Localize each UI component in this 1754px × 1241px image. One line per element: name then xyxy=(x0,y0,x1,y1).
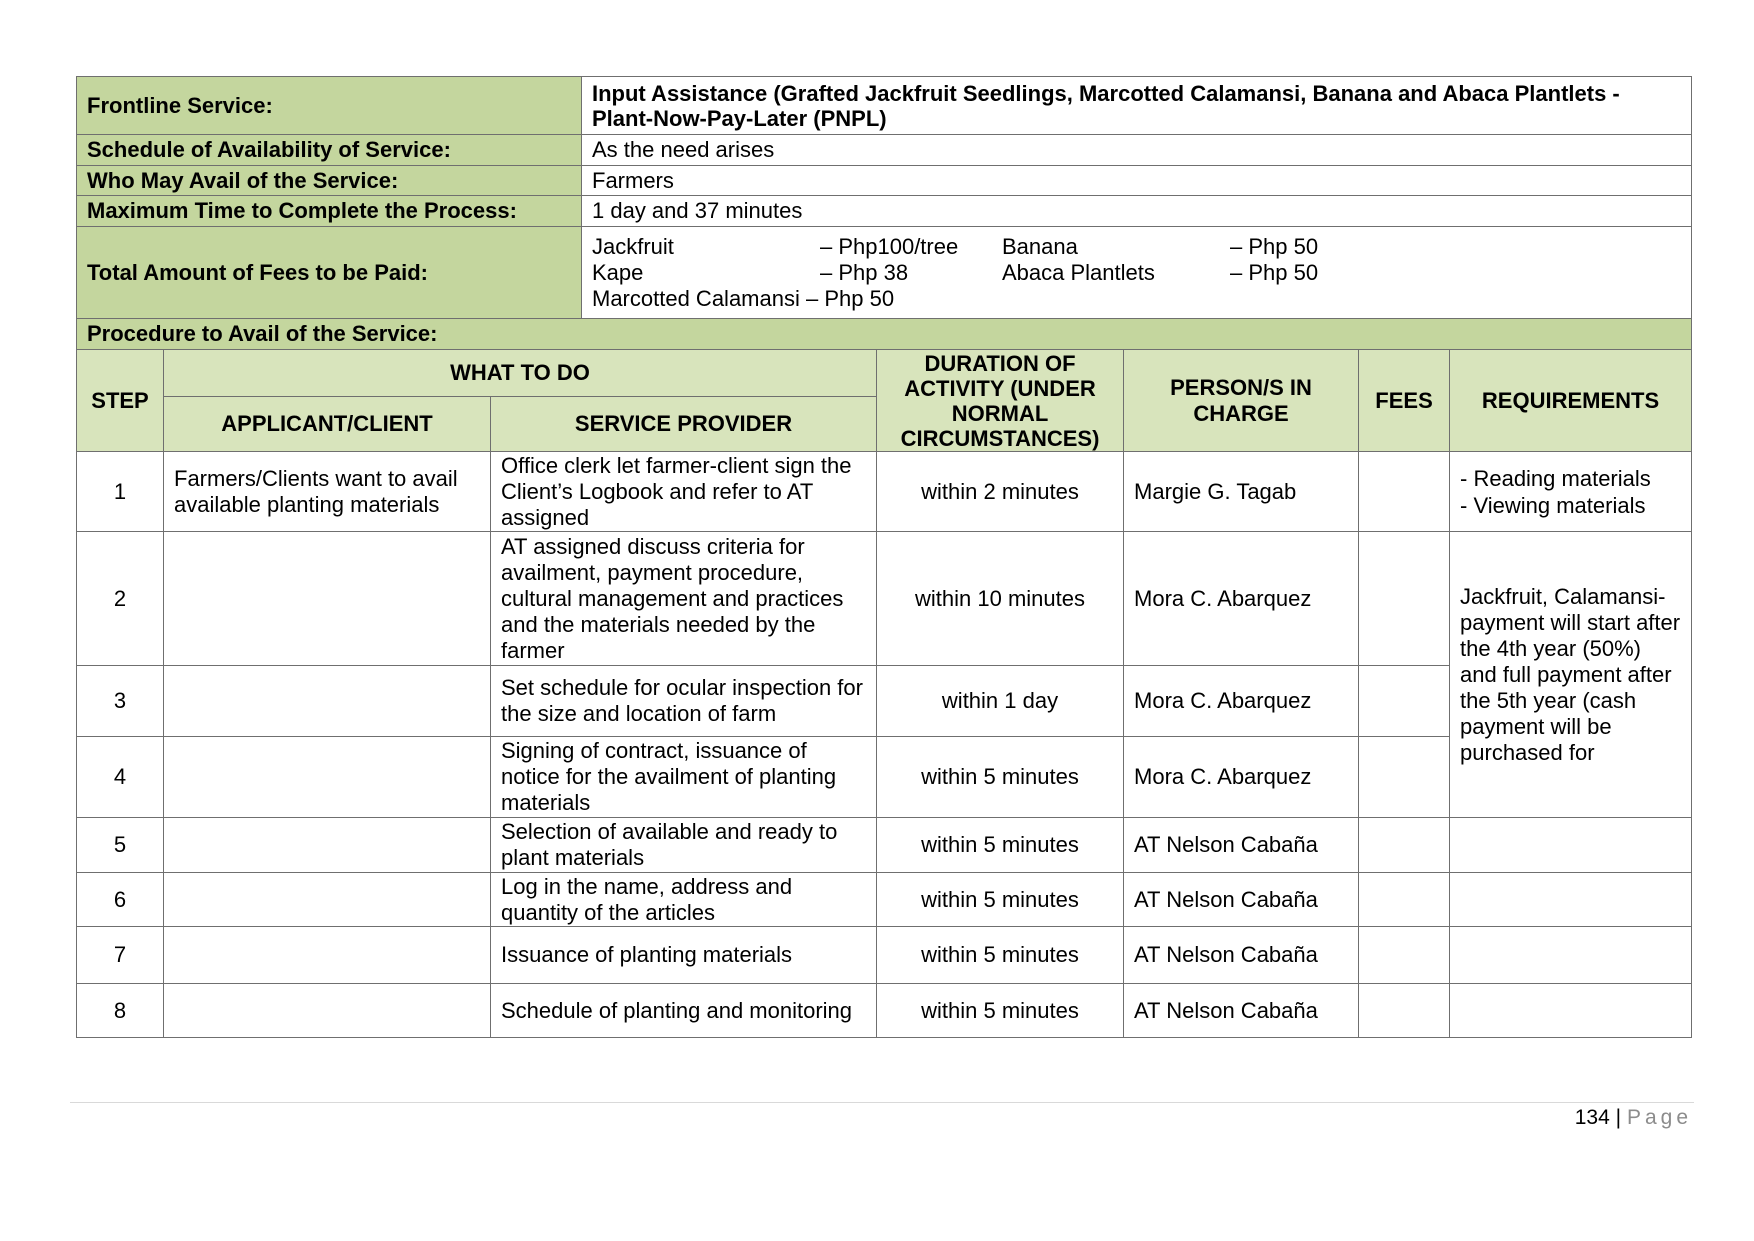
page-separator: | xyxy=(1615,1106,1622,1129)
fees xyxy=(1359,873,1450,927)
applicant-action xyxy=(164,737,491,818)
fees xyxy=(1359,452,1450,532)
person-in-charge: AT Nelson Cabaña xyxy=(1124,927,1359,984)
duration: within 5 minutes xyxy=(877,984,1124,1038)
header-person-in-charge: PERSON/S IN CHARGE xyxy=(1124,350,1359,452)
person-in-charge: AT Nelson Cabaña xyxy=(1124,818,1359,873)
table-row xyxy=(77,984,1692,1038)
requirements xyxy=(1450,818,1692,873)
requirements xyxy=(1450,873,1692,927)
provider-action: Issuance of planting materials xyxy=(491,927,877,984)
duration: within 10 minutes xyxy=(877,532,1124,666)
fee-item-name: Banana xyxy=(1002,233,1078,259)
step-number: 1 xyxy=(77,452,164,532)
applicant-action: Farmers/Clients want to avail available planting materials xyxy=(164,452,491,532)
header-fees: FEES xyxy=(1359,350,1450,452)
page-number: 134 xyxy=(1574,1106,1610,1129)
table-row xyxy=(77,452,1692,532)
table-row xyxy=(77,927,1692,984)
step-number: 4 xyxy=(77,737,164,818)
frontline-service-label: Frontline Service: xyxy=(77,77,582,135)
requirements xyxy=(1450,984,1692,1038)
requirement-item: - Viewing materials xyxy=(1460,492,1646,518)
person-in-charge: Mora C. Abarquez xyxy=(1124,666,1359,737)
provider-action: Log in the name, address and quantity of the articles xyxy=(491,873,877,927)
fee-item-name: Kape xyxy=(592,259,644,285)
max-time-label: Maximum Time to Complete the Process: xyxy=(77,196,582,227)
fee-item-price: – Php 50 xyxy=(1230,233,1319,259)
schedule-label: Schedule of Availability of Service: xyxy=(77,135,582,166)
fee-item-name: Abaca Plantlets xyxy=(1002,259,1155,285)
header-applicant-client: APPLICANT/CLIENT xyxy=(164,397,491,452)
fee-item-name: Jackfruit xyxy=(592,233,674,259)
fee-item-price: – Php 38 xyxy=(820,259,909,285)
provider-action: Schedule of planting and monitoring xyxy=(491,984,877,1038)
requirements-payment-terms: Jackfruit, Calamansi- payment will start after the 4th year (50%) and full payment after the 5th year (cash payment will be purchased for xyxy=(1450,532,1692,818)
who-may-avail-value: Farmers xyxy=(582,166,1692,196)
fees xyxy=(1359,984,1450,1038)
header-what-to-do: WHAT TO DO xyxy=(164,350,877,397)
fees xyxy=(1359,532,1450,666)
duration: within 2 minutes xyxy=(877,452,1124,532)
applicant-action xyxy=(164,927,491,984)
requirement-item: - Reading materials xyxy=(1460,465,1651,491)
fees-grid xyxy=(592,234,1681,286)
table-row xyxy=(77,737,1692,818)
service-info-table xyxy=(76,76,1692,350)
duration: within 5 minutes xyxy=(877,873,1124,927)
provider-action: Office clerk let farmer-client sign the Client’s Logbook and refer to AT assigned xyxy=(491,452,877,532)
procedure-label: Procedure to Avail of the Service: xyxy=(77,319,1692,350)
step-number: 8 xyxy=(77,984,164,1038)
duration: within 5 minutes xyxy=(877,737,1124,818)
step-number: 3 xyxy=(77,666,164,737)
person-in-charge: Mora C. Abarquez xyxy=(1124,737,1359,818)
duration: within 1 day xyxy=(877,666,1124,737)
step-number: 6 xyxy=(77,873,164,927)
applicant-action xyxy=(164,873,491,927)
table-row xyxy=(77,873,1692,927)
fees xyxy=(1359,818,1450,873)
provider-action: Signing of contract, issuance of notice for the availment of planting materials xyxy=(491,737,877,818)
table-row xyxy=(77,666,1692,737)
fees-value xyxy=(582,227,1692,319)
fees xyxy=(1359,737,1450,818)
provider-action: Selection of available and ready to plant materials xyxy=(491,818,877,873)
applicant-action xyxy=(164,818,491,873)
table-row xyxy=(77,818,1692,873)
duration: within 5 minutes xyxy=(877,818,1124,873)
fees-label: Total Amount of Fees to be Paid: xyxy=(77,227,582,319)
applicant-action xyxy=(164,666,491,737)
table-row xyxy=(77,532,1692,666)
fee-item-price: – Php100/tree xyxy=(820,233,959,259)
person-in-charge: AT Nelson Cabaña xyxy=(1124,873,1359,927)
fee-item-price: – Php 50 xyxy=(1230,259,1319,285)
fees xyxy=(1359,927,1450,984)
applicant-action xyxy=(164,532,491,666)
header-requirements: REQUIREMENTS xyxy=(1450,350,1692,452)
schedule-value: As the need arises xyxy=(582,135,1692,166)
frontline-service-value: Input Assistance (Grafted Jackfruit Seedlings, Marcotted Calamansi, Banana and Abaca Plantlets - Plant-Now-Pay-Later (PNPL) xyxy=(582,77,1692,135)
provider-action: AT assigned discuss criteria for availment, payment procedure, cultural management and practices and the materials needed by the farmer xyxy=(491,532,877,666)
step-number: 2 xyxy=(77,532,164,666)
person-in-charge: Margie G. Tagab xyxy=(1124,452,1359,532)
applicant-action xyxy=(164,984,491,1038)
page-footer xyxy=(1575,1106,1692,1130)
who-may-avail-label: Who May Avail of the Service: xyxy=(77,166,582,196)
fees xyxy=(1359,666,1450,737)
person-in-charge: Mora C. Abarquez xyxy=(1124,532,1359,666)
step-number: 7 xyxy=(77,927,164,984)
requirements xyxy=(1450,927,1692,984)
requirements xyxy=(1450,452,1692,532)
header-service-provider: SERVICE PROVIDER xyxy=(491,397,877,452)
person-in-charge: AT Nelson Cabaña xyxy=(1124,984,1359,1038)
header-duration: DURATION OF ACTIVITY (UNDER NORMAL CIRCUMSTANCES) xyxy=(877,350,1124,452)
procedure-table xyxy=(76,349,1692,1038)
provider-action: Set schedule for ocular inspection for the size and location of farm xyxy=(491,666,877,737)
header-step: STEP xyxy=(77,350,164,452)
duration: within 5 minutes xyxy=(877,927,1124,984)
footer-divider xyxy=(70,1102,1694,1103)
fee-item-calamansi: Marcotted Calamansi – Php 50 xyxy=(592,285,895,311)
page-word: Page xyxy=(1626,1106,1692,1129)
step-number: 5 xyxy=(77,818,164,873)
max-time-value: 1 day and 37 minutes xyxy=(582,196,1692,227)
